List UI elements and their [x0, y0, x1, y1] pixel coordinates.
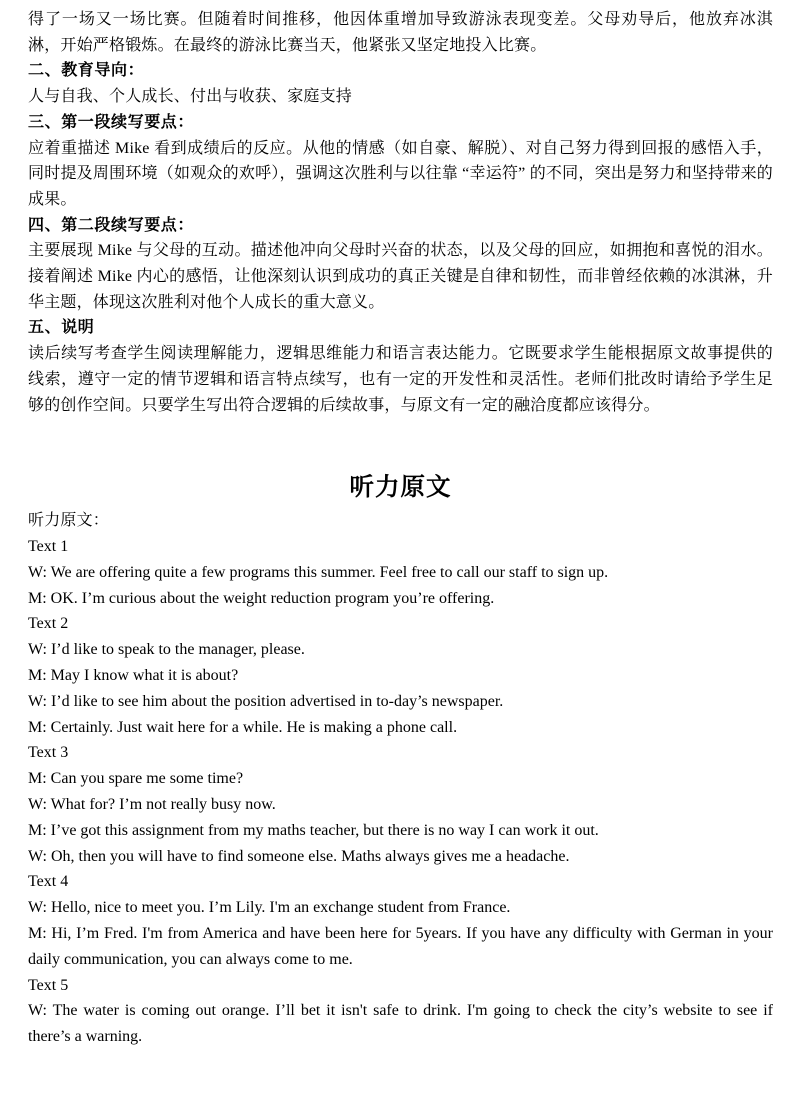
dialogue-line: M: May I know what it is about? — [28, 666, 239, 684]
dialogue-line: M: I’ve got this assignment from my maths teacher, but there is no way I can work it out. — [28, 821, 599, 839]
transcript-text-2 — [28, 611, 773, 740]
transcript-text-1 — [28, 534, 773, 611]
dialogue-line: W: I’d like to speak to the manager, please. — [28, 641, 305, 659]
text-label: Text 2 — [28, 615, 69, 633]
section-heading-notes: 五、说明 — [28, 319, 95, 337]
transcript-title: 听力原文 — [349, 474, 452, 502]
text-label: Text 4 — [28, 873, 69, 891]
text-label: Text 5 — [28, 976, 69, 994]
section-heading-paragraph2-points: 四、第二段续写要点： — [28, 216, 195, 234]
dialogue-line: W: Hello, nice to meet you. I’m Lily. I'm an exchange student from France. — [28, 899, 511, 917]
section-heading-education: 二、教育导向： — [28, 62, 145, 80]
intro-paragraph: 得了一场又一场比赛。但随着时间推移，他因体重增加导致游泳表现变差。父母劝导后，他放弃冰淇淋，开始严格锻炼。在最终的游泳比赛当天，他紧张又坚定地投入比赛。 — [28, 11, 773, 54]
dialogue-line: W: The water is coming out orange. I’ll bet it isn't safe to drink. I'm going to check the city’s website to see if there’s a warning. — [28, 1002, 773, 1046]
dialogue-line: W: We are offering quite a few programs this summer. Feel free to call our staff to sign up. — [28, 563, 609, 581]
text-label: Text 3 — [28, 744, 69, 762]
transcript-text-5 — [28, 973, 773, 1050]
dialogue-line: M: Can you spare me some time? — [28, 770, 244, 788]
section-body-notes: 读后续写考查学生阅读理解能力，逻辑思维能力和语言表达能力。它既要求学生能根据原文故事提供的线索，遵守一定的情节逻辑和语言特点续写，也有一定的开发性和灵活性。老师们批改时请给予学生足够的创作空间。只要学生写出符合逻辑的后续故事，与原文有一定的融洽度都应该得分。 — [28, 345, 773, 414]
transcript-text-4 — [28, 869, 773, 972]
section-body-education: 人与自我、个人成长、付出与收获、家庭支持 — [28, 88, 353, 106]
dialogue-line: M: Hi, I’m Fred. I'm from America and have been here for 5years. If you have any difficulty with German in your daily communication, you can always come to me. — [28, 924, 773, 968]
dialogue-line: W: I’d like to see him about the position advertised in to-day’s newspaper. — [28, 692, 504, 710]
transcript-text-3 — [28, 740, 773, 869]
dialogue-line: W: Oh, then you will have to find someone else. Maths always gives me a headache. — [28, 847, 570, 865]
section-heading-paragraph1-points: 三、第一段续写要点： — [28, 113, 195, 131]
dialogue-line: M: OK. I’m curious about the weight reduction program you’re offering. — [28, 589, 495, 607]
section-body-paragraph1-points: 应着重描述 Mike 看到成绩后的反应。从他的情感（如自豪、解脱）、对自己努力得到回报的感悟入手，同时提及周围环境（如观众的欢呼），强调这次胜利与以往靠 “幸运符” 的不同，突出是努力和坚持带来的成果。 — [28, 139, 773, 208]
dialogue-line: M: Certainly. Just wait here for a while. He is making a phone call. — [28, 718, 458, 736]
text-label: Text 1 — [28, 537, 69, 555]
dialogue-line: W: What for? I’m not really busy now. — [28, 795, 276, 813]
transcript-subtitle: 听力原文： — [28, 512, 110, 530]
section-body-paragraph2-points: 主要展现 Mike 与父母的互动。描述他冲向父母时兴奋的状态，以及父母的回应，如拥抱和喜悦的泪水。接着阐述 Mike 内心的感悟，让他深刻认识到成功的真正关键是自律和韧性，而非曾经依赖的冰淇淋，升华主题，体现这次胜利对他个人成长的重大意义。 — [28, 242, 773, 311]
